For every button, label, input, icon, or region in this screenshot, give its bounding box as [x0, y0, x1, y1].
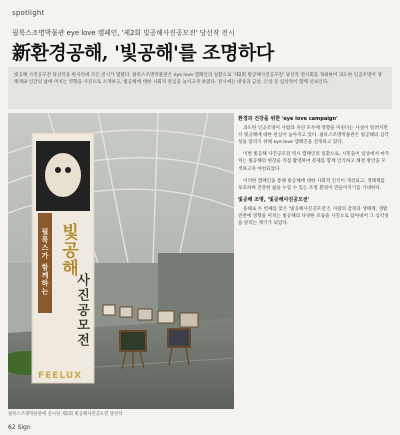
banner-subtitle: 사진공모전	[74, 273, 89, 348]
body-paragraph: 이번 빛공해 사진공모전 역시 캠페인의 일환으로, 시민들이 일상에서 마주치는 빛공해의 현장을 직접 촬영하여 문제를 함께 인식하고 해결 방안을 모색하고자 마련되었다.	[238, 152, 390, 172]
banner-logo: FEELUX	[38, 371, 83, 381]
banner-title: 빛공해	[58, 223, 78, 277]
body-paragraph: 올해로 두 번째를 맞은 '빛공해사진공모전'은 사람의 감정과 생태계, 생활 전반에 영향을 미치는 빛공해의 다양한 모습을 사진으로 담아내어 그 심각성을 알리는 계기가 되었다.	[238, 206, 389, 227]
lead-paragraph: 빛공해 사진공모전 당선작을 한자리에 모은 전시가 열렸다. 필룩스조명박물관은 eye love 캠페인의 일환으로 '제2회 빛공해사진공모전' 당선작 전시회를 개최하여 과도한 인공조명이 생태계와 인간의 삶에 미치는 영향을 사진으로 소개하고, 빛공해에 대한 사회적 관심을 높이고자 하였다. 전시에는 대상과 금상, 은상 등 입상작이 함께 선보인다.	[8, 67, 392, 109]
page-number: 62	[8, 424, 16, 431]
subheading-campaign: 환경과 건강을 위한 'eye love campaign'	[238, 116, 338, 122]
headline: 新환경공해, '빛공해'를 조명하다	[12, 42, 274, 64]
body-column	[238, 116, 390, 232]
exhibition-photo	[8, 113, 234, 409]
banner-brand-line: 필룩스가 함께하는	[41, 228, 49, 296]
photo-caption: 필룩스조명박물관에 전시된 제2회 빛공해사진공모전 당선작	[8, 412, 123, 417]
page-folio	[8, 424, 31, 431]
body-paragraph: 과도한 인공조명이 사람과 자연 모두에 영향을 미친다는 사실이 알려지면서 빛공해에 대한 관심이 높아지고 있다. 필룩스조명박물관은 빛공해의 심각성을 알리기 위해 eye love 캠페인을 전개하고 있다.	[238, 126, 389, 146]
body-paragraph: 이러한 캠페인을 통해 빛공해에 대한 사회적 인식이 개선되고, 생태계를 보호하며 건강한 삶을 누릴 수 있는 조명 환경이 만들어지기를 기대한다.	[238, 178, 385, 191]
subheading-contest: 빛공해 조명, '빛공해사진공모전'	[238, 196, 310, 203]
magazine-name: Sign	[17, 424, 31, 431]
kicker: 필룩스조명박물관 eye love 캠페인, '제2회 빛공해사진공모전' 당선작 전시	[12, 29, 235, 37]
section-label: spotlight	[12, 9, 45, 17]
